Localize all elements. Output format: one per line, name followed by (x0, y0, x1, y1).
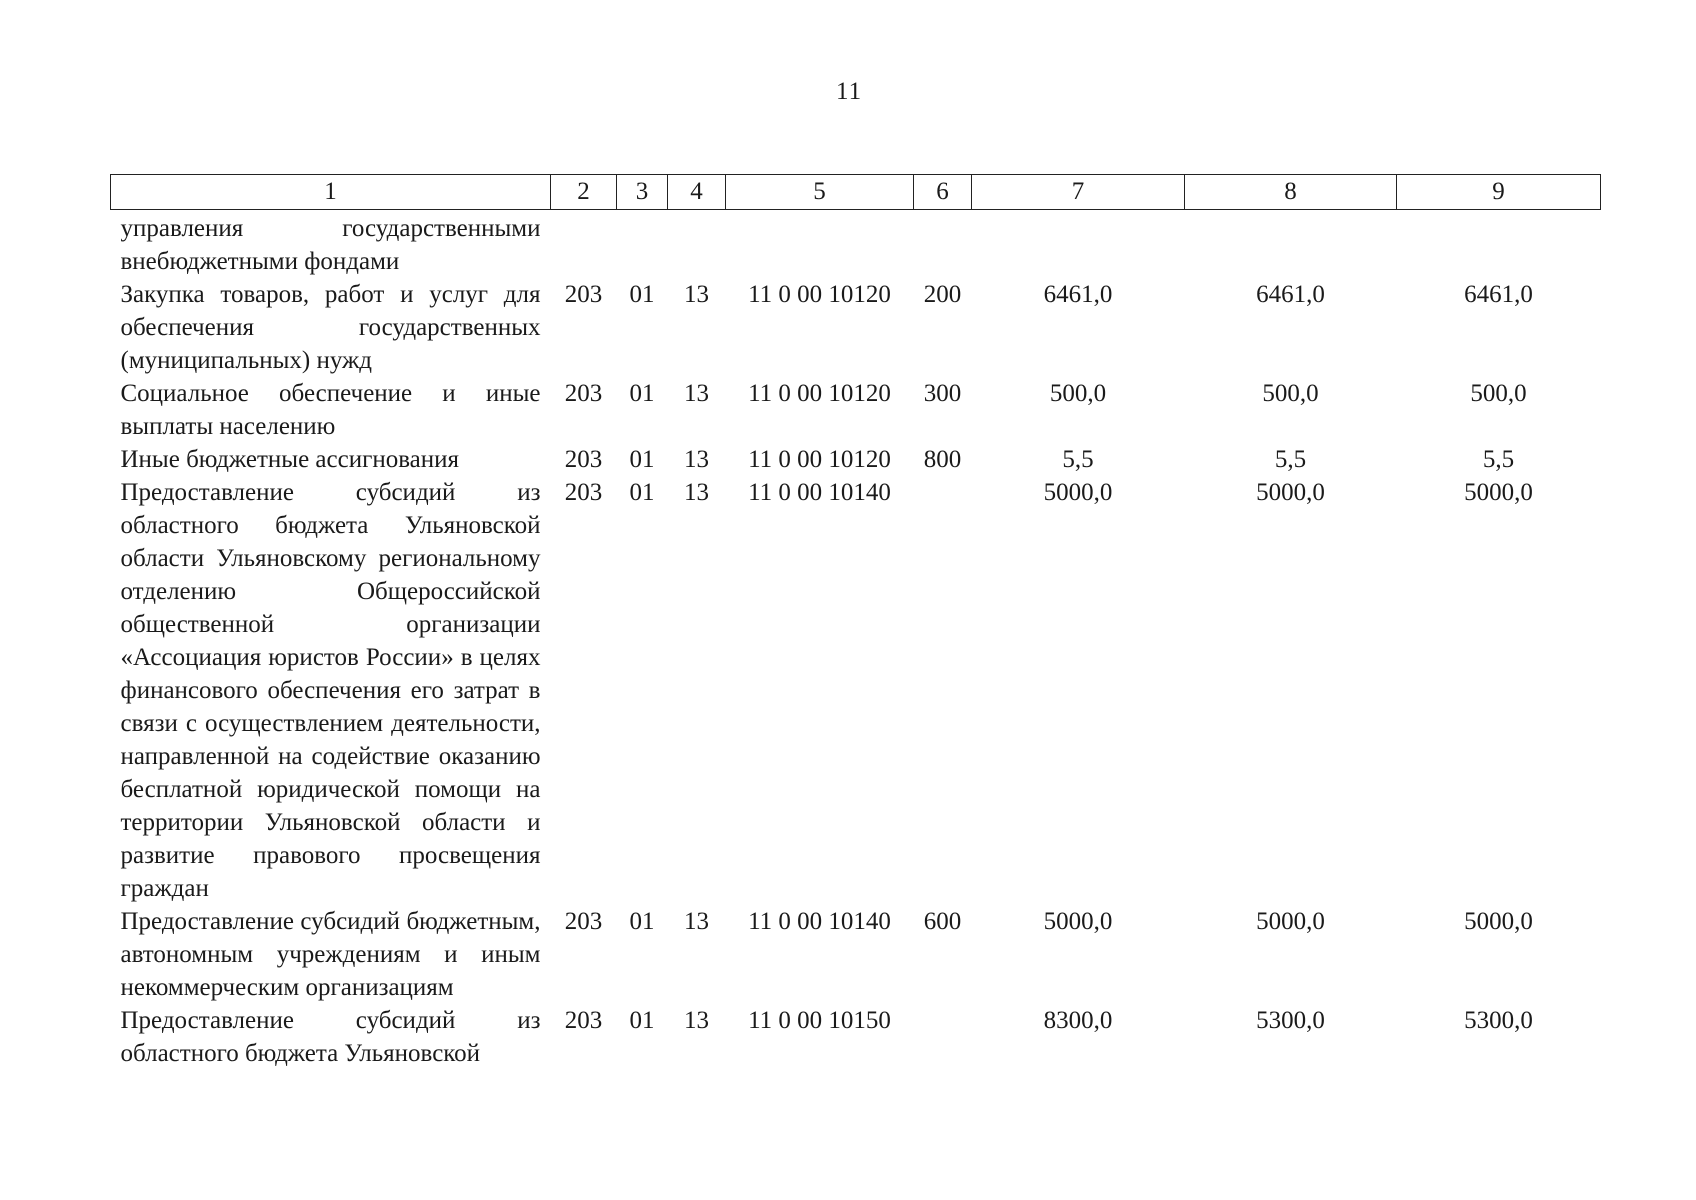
row-col-5: 11 0 00 10150 (748, 1007, 891, 1034)
header-col-5: 5 (726, 175, 914, 210)
header-col-4: 4 (668, 175, 726, 210)
row-name: Предоставление субсидий бюджетным, автономным учреждениям и иным некоммерческим организациям (120, 908, 541, 1001)
row-col-7: 500,0 (1049, 380, 1107, 407)
row-col-2: 203 (564, 1007, 603, 1034)
row-col-2: 203 (564, 380, 603, 407)
row-col-5: 11 0 00 10120 (748, 446, 891, 473)
table-row (111, 278, 1601, 377)
row-col-4: 13 (684, 446, 709, 473)
row-col-9 (1397, 210, 1601, 279)
row-name: Закупка товаров, работ и услуг для обеспечения государственных (муниципальных) нужд (120, 281, 541, 374)
row-name: Предоставление субсидий из областного бюджета Ульяновской области Ульяновскому региональному отделению Общероссийской общественной организации «Ассоциация юристов России» в целях финансового обеспечения его затрат в связи с осуществлением деятельности, направленной на содействие оказанию бесплатной юридической помощи на территории Ульяновской области и развитие правового просвещения граждан (120, 479, 541, 902)
row-col-4: 13 (684, 1007, 709, 1034)
header-col-9: 9 (1397, 175, 1601, 210)
row-name: Предоставление субсидий из областного бюджета Ульяновской (120, 1007, 541, 1067)
row-col-9: 5000,0 (1464, 479, 1533, 506)
row-col-5: 11 0 00 10140 (748, 908, 891, 935)
row-col-5: 11 0 00 10120 (748, 281, 891, 308)
row-col-6: 600 (923, 908, 962, 935)
row-col-8: 5000,0 (1256, 908, 1325, 935)
row-col-9: 5000,0 (1464, 908, 1533, 935)
row-col-4: 13 (684, 281, 709, 308)
table-row (111, 210, 1601, 279)
header-col-1: 1 (111, 175, 551, 210)
row-col-7 (972, 210, 1185, 279)
row-col-6 (914, 1004, 972, 1070)
page-number: 11 (836, 78, 863, 105)
row-col-2: 203 (564, 479, 603, 506)
row-col-8 (1185, 210, 1397, 279)
row-col-8: 5300,0 (1256, 1007, 1325, 1034)
row-col-5: 11 0 00 10120 (748, 380, 891, 407)
header-col-3: 3 (617, 175, 668, 210)
table-row (111, 1004, 1601, 1070)
row-col-3 (617, 210, 668, 279)
header-col-8: 8 (1185, 175, 1397, 210)
row-col-6 (914, 476, 972, 905)
row-col-9: 500,0 (1470, 380, 1527, 407)
row-col-9: 5300,0 (1464, 1007, 1533, 1034)
row-col-4: 13 (684, 380, 709, 407)
header-col-6: 6 (914, 175, 972, 210)
row-col-2: 203 (564, 281, 603, 308)
row-col-8: 500,0 (1262, 380, 1319, 407)
row-col-6: 200 (923, 281, 962, 308)
row-col-3: 01 (629, 380, 655, 407)
row-name: Иные бюджетные ассигнования (120, 446, 460, 473)
row-col-7: 6461,0 (1043, 281, 1113, 308)
row-col-8: 6461,0 (1256, 281, 1325, 308)
table-header (111, 175, 1601, 210)
row-col-2: 203 (564, 446, 603, 473)
table-row (111, 377, 1601, 443)
row-col-8: 5,5 (1274, 446, 1307, 473)
row-col-3: 01 (629, 908, 655, 935)
row-col-4: 13 (684, 908, 709, 935)
row-name: управления государственными внебюджетными фондами (120, 215, 541, 275)
row-name: Социальное обеспечение и иные выплаты населению (120, 380, 541, 440)
row-col-2 (551, 210, 617, 279)
row-col-7: 8300,0 (1043, 1007, 1113, 1034)
row-col-3: 01 (629, 1007, 655, 1034)
row-col-7: 5000,0 (1043, 908, 1113, 935)
row-col-3: 01 (629, 281, 655, 308)
row-col-9: 5,5 (1482, 446, 1515, 473)
header-col-7: 7 (972, 175, 1185, 210)
header-row (111, 175, 1601, 210)
row-col-8: 5000,0 (1256, 479, 1325, 506)
row-col-3: 01 (629, 479, 655, 506)
row-col-4 (668, 210, 726, 279)
budget-table (110, 174, 1601, 1070)
row-col-3: 01 (629, 446, 655, 473)
row-col-5: 11 0 00 10140 (748, 479, 891, 506)
table-body (111, 210, 1601, 1071)
row-col-2: 203 (564, 908, 603, 935)
table-row (111, 443, 1601, 476)
header-col-2: 2 (551, 175, 617, 210)
row-col-7: 5000,0 (1043, 479, 1113, 506)
row-col-7: 5,5 (1062, 446, 1094, 473)
row-col-4: 13 (684, 479, 709, 506)
row-col-6: 800 (923, 446, 962, 473)
row-col-9: 6461,0 (1464, 281, 1533, 308)
row-col-6: 300 (923, 380, 962, 407)
table-row (111, 476, 1601, 905)
table-row (111, 905, 1601, 1004)
row-col-5 (726, 210, 914, 279)
row-col-6 (914, 210, 972, 279)
